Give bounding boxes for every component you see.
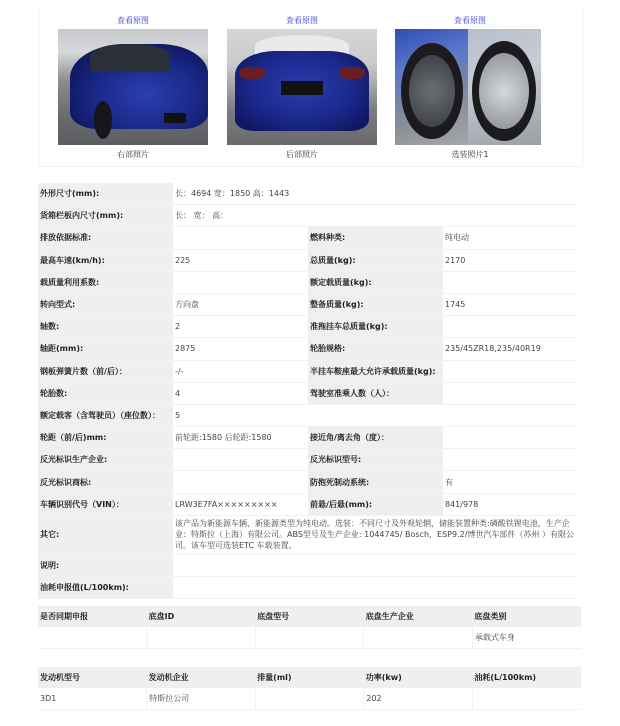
spec-label: 说明:	[38, 554, 173, 576]
table-cell	[38, 627, 147, 649]
spec-label: 防抱死制动系统:	[308, 471, 443, 493]
spec-row	[38, 293, 578, 315]
photo-card-right	[57, 8, 209, 160]
column-header: 底盘类别	[472, 606, 581, 627]
spec-label: 半挂车鞍座最大允许承载质量(kg):	[308, 360, 443, 382]
photo-card-option	[394, 8, 546, 160]
spec-label: 载质量利用系数:	[38, 271, 173, 293]
spec-label: 总质量(kg):	[308, 249, 443, 271]
spec-value: 方向盘	[173, 293, 308, 315]
spec-row	[38, 249, 578, 271]
spec-row	[38, 360, 578, 382]
spec-row	[38, 471, 578, 493]
column-header: 排量(ml)	[255, 667, 364, 688]
spec-label: 反光标识生产企业:	[38, 449, 173, 471]
spec-row	[38, 554, 578, 576]
photo-gallery	[38, 8, 583, 167]
spec-value	[173, 577, 578, 599]
spec-label: 其它:	[38, 515, 173, 554]
spec-value: 5	[173, 404, 578, 426]
photo-card-rear	[226, 8, 378, 160]
spec-row	[38, 338, 578, 360]
chassis-table	[38, 606, 581, 649]
spec-row	[38, 427, 578, 449]
table-cell	[255, 688, 364, 710]
table-cell: 3D1	[38, 688, 147, 710]
spec-row	[38, 227, 578, 249]
table-cell	[147, 627, 256, 649]
spec-row	[38, 183, 578, 205]
spec-label: 油耗申报值(L/100km):	[38, 577, 173, 599]
spec-value: 有	[443, 471, 578, 493]
spec-label: 燃料种类:	[308, 227, 443, 249]
spec-value: -/-	[173, 360, 308, 382]
spec-value	[443, 449, 578, 471]
spec-value: 4	[173, 382, 308, 404]
car-photo-rear[interactable]	[227, 29, 377, 145]
spec-value: 2170	[443, 249, 578, 271]
spec-value: 纯电动	[443, 227, 578, 249]
spec-value	[443, 382, 578, 404]
spec-value	[173, 554, 578, 576]
column-header: 功率(kw)	[364, 667, 473, 688]
spec-value	[443, 360, 578, 382]
view-original-link[interactable]: 查看原图	[454, 16, 486, 25]
spec-label: 轮距（前/后)mm:	[38, 427, 173, 449]
spec-value: 长：4694 宽：1850 高：1443	[173, 183, 578, 205]
spec-label: 额定载质量(kg):	[308, 271, 443, 293]
spec-label: 接近角/离去角（度）：	[308, 427, 443, 449]
spec-value	[443, 427, 578, 449]
table-row	[38, 627, 581, 649]
spec-row	[38, 449, 578, 471]
spec-value: 2	[173, 316, 308, 338]
spec-row	[38, 316, 578, 338]
column-header: 底盘生产企业	[364, 606, 473, 627]
column-header: 发动机企业	[147, 667, 256, 688]
spec-row	[38, 515, 578, 554]
spec-label: 轴距(mm):	[38, 338, 173, 360]
wheel-options-photo[interactable]	[395, 29, 545, 145]
spec-label: 钢板弹簧片数（前/后）：	[38, 360, 173, 382]
spec-value: 1745	[443, 293, 578, 315]
spec-label: 外形尺寸(mm):	[38, 183, 173, 205]
column-header: 底盘ID	[147, 606, 256, 627]
column-header: 发动机型号	[38, 667, 147, 688]
spec-row	[38, 404, 578, 426]
spec-row	[38, 493, 578, 515]
spec-label: 反光标识商标:	[38, 471, 173, 493]
spec-sheet	[38, 183, 581, 599]
spec-label: 准拖挂车总质量(kg):	[308, 316, 443, 338]
table-cell: 特斯拉公司	[147, 688, 256, 710]
spec-label: 车辆识别代号（VIN）：	[38, 493, 173, 515]
spec-value	[443, 316, 578, 338]
table-cell	[472, 688, 581, 710]
spec-label: 前悬/后悬(mm):	[308, 493, 443, 515]
table-cell: 202	[364, 688, 473, 710]
spec-label: 反光标识型号:	[308, 449, 443, 471]
spec-value: 该产品为新能源车辆，新能源类型为纯电动。选装：不同尺寸及外观轮辋，储能装置种类:磷酸铁锂电池，生产企业：特斯拉（上海）有限公司。ABS型号及生产企业: 1044745/ Bosch，ESP9.2/博世汽车部件（苏州 ）有限公司。该车型可选装ETC 车载装置。	[173, 515, 578, 554]
spec-value	[173, 449, 308, 471]
spec-label: 轮胎规格:	[308, 338, 443, 360]
spec-value	[443, 271, 578, 293]
spec-label: 整备质量(kg):	[308, 293, 443, 315]
spec-label: 排放依据标准:	[38, 227, 173, 249]
spec-value	[173, 271, 308, 293]
spec-row	[38, 577, 578, 599]
spec-label: 最高车速(km/h):	[38, 249, 173, 271]
column-header: 底盘型号	[255, 606, 364, 627]
spec-value	[173, 471, 308, 493]
table-cell: 承载式车身	[472, 627, 581, 649]
spec-label: 驾驶室准乘人数（人）：	[308, 382, 443, 404]
spec-row	[38, 205, 578, 227]
photo-caption: 右部照片	[117, 150, 149, 159]
spec-label: 额定载客（含驾驶员）（座位数）：	[38, 404, 173, 426]
column-header: 是否同期申报	[38, 606, 147, 627]
photo-caption: 选装照片1	[451, 150, 489, 159]
engine-table	[38, 667, 581, 710]
spec-value: 225	[173, 249, 308, 271]
spec-label: 轴数:	[38, 316, 173, 338]
spec-row	[38, 382, 578, 404]
view-original-link[interactable]: 查看原图	[286, 16, 318, 25]
photo-caption: 后部照片	[286, 150, 318, 159]
view-original-link[interactable]: 查看原图	[117, 16, 149, 25]
spec-row	[38, 271, 578, 293]
column-header: 油耗(L/100km)	[472, 667, 581, 688]
spec-label: 轮胎数:	[38, 382, 173, 404]
spec-value	[173, 227, 308, 249]
spec-value: 235/45ZR18,235/40R19	[443, 338, 578, 360]
table-row	[38, 688, 581, 710]
spec-value: LRW3E7FA×××××××××	[173, 493, 308, 515]
car-photo-right[interactable]	[58, 29, 208, 145]
spec-label: 货箱栏板内尺寸(mm):	[38, 205, 173, 227]
table-cell	[364, 627, 473, 649]
spec-value: 前轮距:1580 后轮距:1580	[173, 427, 308, 449]
spec-value: 2875	[173, 338, 308, 360]
spec-value: 841/978	[443, 493, 578, 515]
spec-value: 长： 宽： 高：	[173, 205, 578, 227]
table-cell	[255, 627, 364, 649]
spec-label: 转向型式:	[38, 293, 173, 315]
